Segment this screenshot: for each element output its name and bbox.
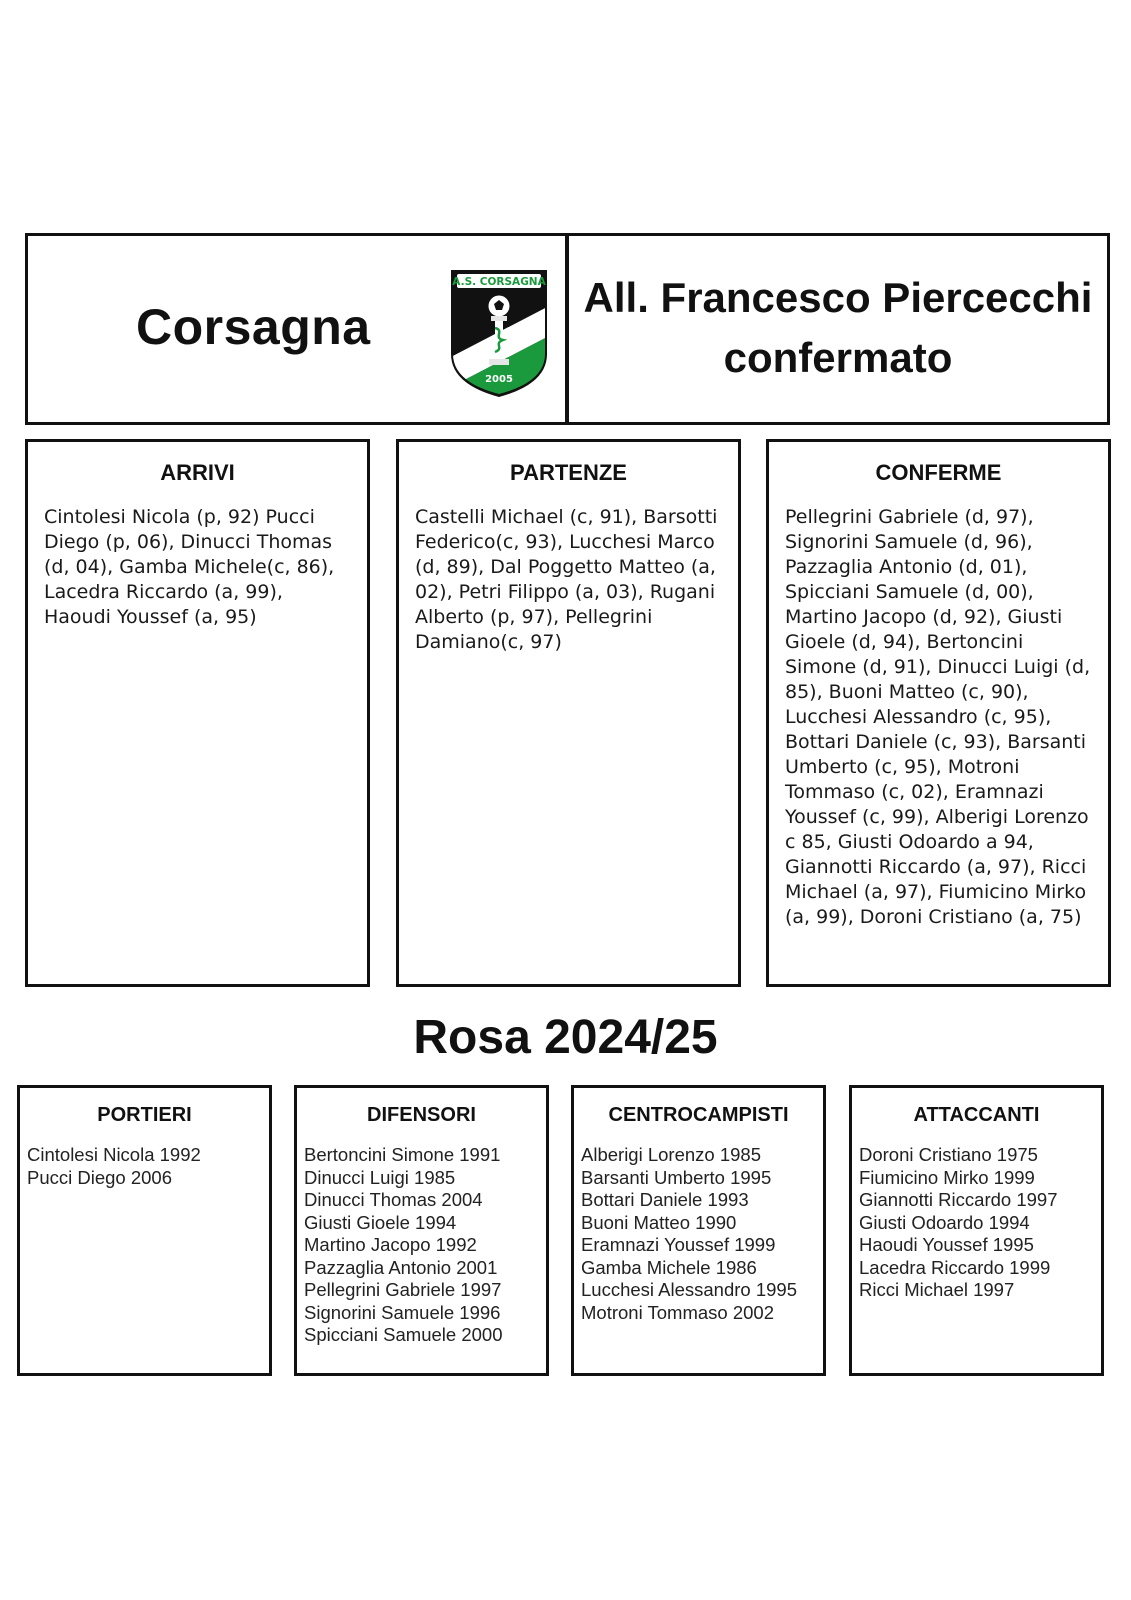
list-item: Motroni Tommaso 2002 — [581, 1301, 774, 1323]
list-item: Cintolesi Nicola 1992 — [27, 1144, 201, 1165]
list-item: Gamba Michele 1986 — [581, 1256, 757, 1278]
list-item: Alberigi Lorenzo 1985 — [581, 1144, 761, 1165]
list-item: Dinucci Thomas 2004 — [304, 1189, 483, 1210]
conferme-title: CONFERME — [875, 460, 1002, 485]
arrivi-text: Cintolesi Nicola (p, 92) Pucci Diego (p, 06), Dinucci Thomas (d, 04), Gamba Michele(c, 86), Lacedra Riccardo (a, 99), Haoudi Youssef (a, 95) — [44, 506, 335, 628]
team-name: Corsagna — [136, 299, 371, 355]
team-crest-logo — [449, 266, 549, 398]
list-item: Lacedra Riccardo 1999 — [859, 1256, 1051, 1278]
list-item: Spicciani Samuele 2000 — [304, 1324, 503, 1345]
list-item: Martino Jacopo 1992 — [304, 1234, 477, 1255]
attaccanti-list — [859, 1144, 1097, 1302]
list-item: Fiumicino Mirko 1999 — [859, 1166, 1035, 1188]
list-item: Ricci Michael 1997 — [859, 1279, 1015, 1300]
partenze-text: Castelli Michael (c, 91), Barsotti Federico(c, 93), Lucchesi Marco (d, 89), Dal Poggetto Matteo (a, 02), Petri Filippo (a, 03), Rugani Alberto (p, 97), Pellegrini Damiano(c, 97) — [415, 506, 718, 653]
list-item: Giusti Gioele 1994 — [304, 1211, 457, 1233]
centrocampisti-title: CENTROCAMPISTI — [608, 1104, 789, 1126]
arrivi-title: ARRIVI — [160, 460, 235, 485]
centrocampisti-list — [581, 1144, 819, 1324]
difensori-title: DIFENSORI — [367, 1104, 476, 1126]
partenze-title: PARTENZE — [510, 460, 627, 485]
coach-header — [566, 233, 1110, 425]
conferme-panel — [766, 439, 1111, 987]
list-item: Pellegrini Gabriele 1997 — [304, 1279, 502, 1300]
coach-announcement — [569, 268, 1107, 388]
list-item: Bottari Daniele 1993 — [581, 1189, 749, 1210]
rosa-title: Rosa 2024/25 — [413, 1011, 718, 1064]
crest-top-text: A.S. CORSAGNA — [452, 276, 546, 288]
list-item: Giusti Odoardo 1994 — [859, 1211, 1030, 1233]
arrivi-panel — [25, 439, 370, 987]
list-item: Barsanti Umberto 1995 — [581, 1166, 772, 1188]
list-item: Pucci Diego 2006 — [27, 1166, 173, 1188]
portieri-panel — [17, 1085, 272, 1376]
coach-line-1: All. Francesco Piercecchi — [583, 274, 1093, 321]
conferme-text: Pellegrini Gabriele (d, 97), Signorini Samuele (d, 96), Pazzaglia Antonio (d, 01), Spicciani Samuele (d, 00), Martino Jacopo (d, 92), Giusti Gioele (d, 94), Bertoncini Simone (d, 91), Dinucci Luigi (d, 85), Buoni Matteo (c, 90), Lucchesi Alessandro (c, 95), Bottari Daniele (c, 93), Barsanti Umberto (c, 95), Motroni Tommaso (c, 02), Eramnazi Youssef (c, 99), Alberigi Lorenzo c 85, Giusti Odoardo a 94, Giannotti Riccardo (a, 97), Ricci Michael (a, 97), Fiumicino Mirko (a, 99), Doroni Cristiano (a, 75) — [785, 506, 1091, 928]
list-item: Eramnazi Youssef 1999 — [581, 1234, 776, 1255]
partenze-panel — [396, 439, 741, 987]
attaccanti-panel — [849, 1085, 1104, 1376]
team-header — [25, 233, 568, 425]
difensori-panel — [294, 1085, 549, 1376]
list-item: Signorini Samuele 1996 — [304, 1301, 501, 1323]
list-item: Doroni Cristiano 1975 — [859, 1144, 1038, 1165]
list-item: Dinucci Luigi 1985 — [304, 1166, 456, 1188]
difensori-list — [304, 1144, 542, 1347]
list-item: Pazzaglia Antonio 2001 — [304, 1256, 498, 1278]
centrocampisti-panel — [571, 1085, 826, 1376]
list-item: Giannotti Riccardo 1997 — [859, 1189, 1058, 1210]
attaccanti-title: ATTACCANTI — [913, 1104, 1040, 1126]
list-item: Bertoncini Simone 1991 — [304, 1144, 501, 1165]
portieri-list — [27, 1144, 265, 1189]
coach-line-2: confermato — [723, 334, 953, 381]
crest-year: 2005 — [485, 374, 513, 385]
portieri-title: PORTIERI — [97, 1104, 192, 1126]
list-item: Lucchesi Alessandro 1995 — [581, 1279, 797, 1300]
list-item: Buoni Matteo 1990 — [581, 1211, 737, 1233]
list-item: Haoudi Youssef 1995 — [859, 1234, 1034, 1255]
